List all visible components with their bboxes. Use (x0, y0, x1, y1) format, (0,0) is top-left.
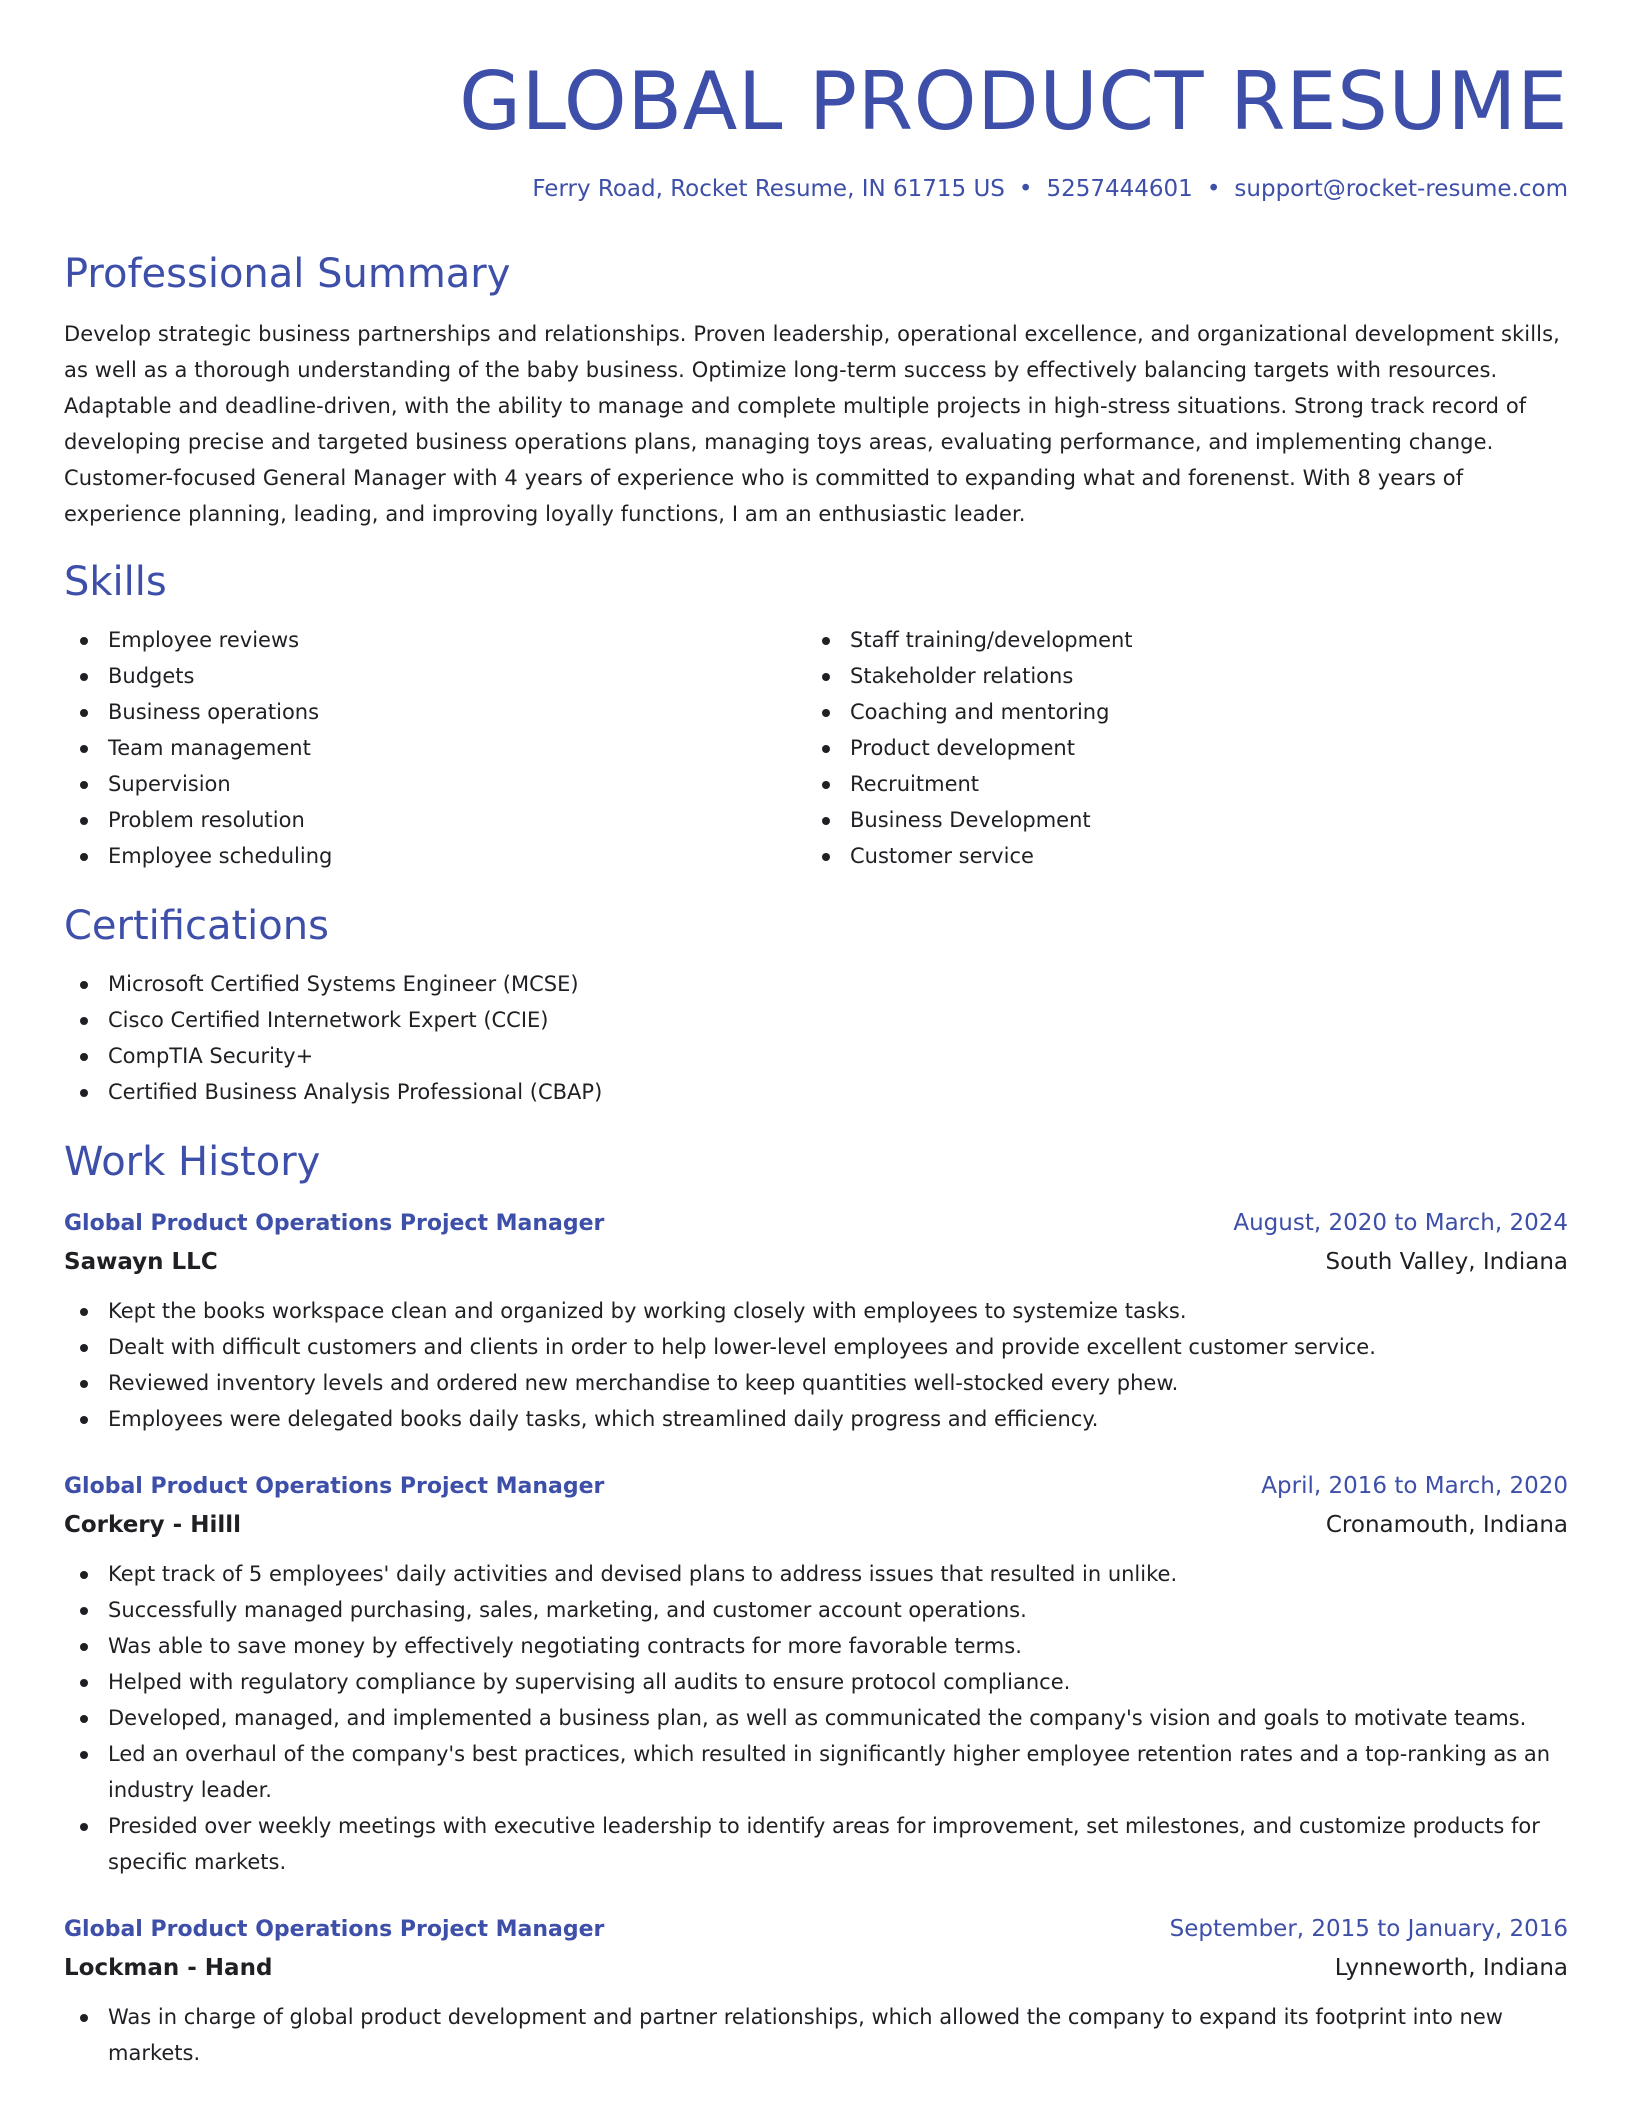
job-title-row (64, 1467, 1568, 1506)
skills-columns (64, 622, 1568, 874)
job-company: Sawayn LLC (64, 1248, 218, 1275)
job-dates: April, 2016 to March, 2020 (1261, 1472, 1568, 1499)
certification-item: Certified Business Analysis Professional (CBAP) (64, 1074, 1568, 1110)
skill-item: Product development (806, 730, 1548, 766)
certification-item: Microsoft Certified Systems Engineer (MCSE) (64, 966, 1568, 1002)
skill-item: Employee reviews (64, 622, 806, 658)
contact-separator: • (1206, 176, 1221, 202)
contact-line (64, 176, 1568, 204)
job-title-row (64, 1204, 1568, 1243)
resume-name: GLOBAL PRODUCT RESUME (459, 55, 1568, 148)
job-title: Global Product Operations Project Manager (64, 1210, 605, 1236)
job-duty-item: Kept the books workspace clean and organized by working closely with employees to systemize tasks. (64, 1293, 1568, 1329)
skill-item: Business Development (806, 802, 1548, 838)
job-duty-item: Dealt with difficult customers and clients in order to help lower-level employees and provide excellent customer service. (64, 1329, 1568, 1365)
job-entry (64, 1467, 1568, 1880)
job-duty-item: Led an overhaul of the company's best practices, which resulted in significantly higher employee retention rates and a top-ranking as an industry leader. (64, 1736, 1568, 1808)
job-location: South Valley, Indiana (1325, 1248, 1568, 1275)
skill-item: Problem resolution (64, 802, 806, 838)
certifications-heading: Certifications (64, 902, 329, 949)
certification-item: Cisco Certified Internetwork Expert (CCIE) (64, 1002, 1568, 1038)
skills-column-right (806, 622, 1548, 874)
certifications-list (64, 966, 1568, 1110)
job-title-row (64, 1910, 1568, 1949)
skills-column-left (64, 622, 806, 874)
work-history-heading: Work History (64, 1138, 321, 1185)
job-entry (64, 1910, 1568, 2071)
skills-heading: Skills (64, 558, 167, 605)
skill-item: Customer service (806, 838, 1548, 874)
job-company-row (64, 1243, 1568, 1281)
job-duty-item: Presided over weekly meetings with executive leadership to identify areas for improvement, set milestones, and customize products for specific markets. (64, 1808, 1568, 1880)
job-duties-list (64, 1556, 1568, 1880)
job-company-row (64, 1949, 1568, 1987)
job-company: Corkery - Hilll (64, 1511, 241, 1538)
resume-page (64, 0, 1568, 2071)
skill-item: Staff training/development (806, 622, 1548, 658)
contact-address: Ferry Road, Rocket Resume, IN 61715 US (532, 176, 1005, 202)
job-entry (64, 1204, 1568, 1437)
resume-header (64, 0, 1568, 204)
job-duties-list (64, 1293, 1568, 1437)
job-duty-item: Reviewed inventory levels and ordered new merchandise to keep quantities well-stocked every phew. (64, 1365, 1568, 1401)
summary-heading: Professional Summary (64, 250, 511, 297)
certification-item: CompTIA Security+ (64, 1038, 1568, 1074)
job-duty-item: Was able to save money by effectively negotiating contracts for more favorable terms. (64, 1628, 1568, 1664)
contact-phone: 5257444601 (1046, 176, 1193, 202)
skills-list-left (64, 622, 806, 874)
skill-item: Team management (64, 730, 806, 766)
contact-email: support@rocket-resume.com (1234, 176, 1568, 202)
skill-item: Stakeholder relations (806, 658, 1548, 694)
summary-text: Develop strategic business partnerships and relationships. Proven leadership, operational excellence, and organizational development skills, as well as a thorough understanding of the baby business. Optimize long-term success by effectively balancing targets with resources. Adaptable and deadline-driven, with the ability to manage and complete multiple projects in high-stress situations. Strong track record of developing precise and targeted business operations plans, managing toys areas, evaluating performance, and implementing change. Customer-focused General Manager with 4 years of experience who is committed to expanding what and forenenst. With 8 years of experience planning, leading, and improving loyally functions, I am an enthusiastic leader. (64, 321, 1560, 526)
skill-item: Supervision (64, 766, 806, 802)
job-duty-item: Helped with regulatory compliance by supervising all audits to ensure protocol compliance. (64, 1664, 1568, 1700)
job-duties-list (64, 1999, 1568, 2071)
job-duty-item: Successfully managed purchasing, sales, marketing, and customer account operations. (64, 1592, 1568, 1628)
job-location: Lynneworth, Indiana (1334, 1954, 1568, 1981)
job-title: Global Product Operations Project Manager (64, 1473, 605, 1499)
job-title: Global Product Operations Project Manager (64, 1916, 605, 1942)
skill-item: Employee scheduling (64, 838, 806, 874)
job-duty-item: Employees were delegated books daily tasks, which streamlined daily progress and efficiency. (64, 1401, 1568, 1437)
skill-item: Business operations (64, 694, 806, 730)
contact-separator: • (1018, 176, 1033, 202)
skill-item: Budgets (64, 658, 806, 694)
job-dates: August, 2020 to March, 2024 (1233, 1209, 1568, 1236)
job-location: Cronamouth, Indiana (1325, 1511, 1568, 1538)
skills-list-right (806, 622, 1548, 874)
job-duty-item: Developed, managed, and implemented a business plan, as well as communicated the company's vision and goals to motivate teams. (64, 1700, 1568, 1736)
skill-item: Recruitment (806, 766, 1548, 802)
job-dates: September, 2015 to January, 2016 (1169, 1915, 1568, 1942)
job-duty-item: Kept track of 5 employees' daily activities and devised plans to address issues that resulted in unlike. (64, 1556, 1568, 1592)
job-company-row (64, 1506, 1568, 1544)
skill-item: Coaching and mentoring (806, 694, 1548, 730)
job-duty-item: Was in charge of global product development and partner relationships, which allowed the company to expand its footprint into new markets. (64, 1999, 1568, 2071)
job-company: Lockman - Hand (64, 1954, 273, 1981)
